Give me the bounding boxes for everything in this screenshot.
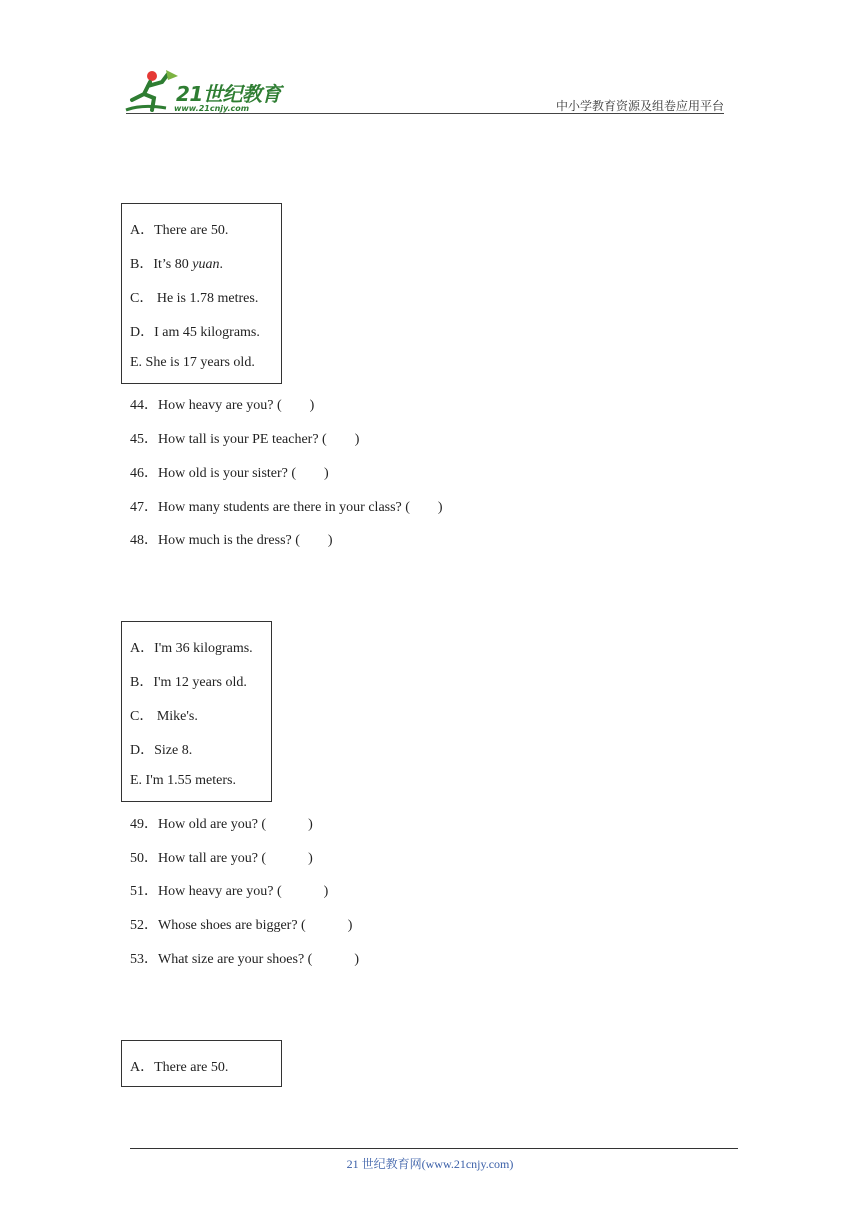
- question-49: 49．How old are you? ( ): [130, 817, 313, 832]
- question-47: 47．How many students are there in your class? ( ): [130, 500, 443, 515]
- option-d: D．I am 45 kilograms.: [130, 325, 260, 340]
- option-d: D．Size 8.: [130, 743, 193, 758]
- question-51: 51．How heavy are you? ( ): [130, 884, 329, 899]
- option-b: B．It’s 80 yuan.: [130, 257, 223, 272]
- question-53: 53．What size are your shoes? ( ): [130, 952, 359, 967]
- question-50: 50．How tall are you? ( ): [130, 851, 313, 866]
- header-platform-text: 中小学教育资源及组卷应用平台: [555, 99, 724, 113]
- site-logo: [122, 66, 292, 118]
- question-44: 44．How heavy are you? ( ): [130, 398, 315, 413]
- logo-text: 21世纪教育: [176, 82, 281, 106]
- header-divider: [126, 113, 724, 114]
- question-45: 45．How tall is your PE teacher? ( ): [130, 432, 360, 447]
- question-48: 48．How much is the dress? ( ): [130, 533, 333, 548]
- footer-link[interactable]: 21 世纪教育网(www.21cnjy.com): [346, 1157, 514, 1171]
- options-box-3: [121, 1040, 282, 1087]
- question-52: 52．Whose shoes are bigger? ( ): [130, 918, 353, 933]
- option-a: A．There are 50.: [130, 1060, 229, 1075]
- option-c: C． Mike's.: [130, 709, 198, 724]
- option-e: E. I'm 1.55 meters.: [130, 773, 236, 788]
- option-a: A．There are 50.: [130, 223, 229, 238]
- logo-url: www.21cnjy.com: [174, 104, 250, 113]
- option-b: B．I'm 12 years old.: [130, 675, 247, 690]
- question-46: 46．How old is your sister? ( ): [130, 466, 329, 481]
- option-e: E. She is 17 years old.: [130, 355, 255, 370]
- footer-divider: [130, 1148, 738, 1149]
- runner-logo-icon: [122, 66, 182, 118]
- options-box-1: [121, 203, 282, 384]
- options-box-2: [121, 621, 272, 802]
- option-a: A．I'm 36 kilograms.: [130, 641, 253, 656]
- option-c: C． He is 1.78 metres.: [130, 291, 259, 306]
